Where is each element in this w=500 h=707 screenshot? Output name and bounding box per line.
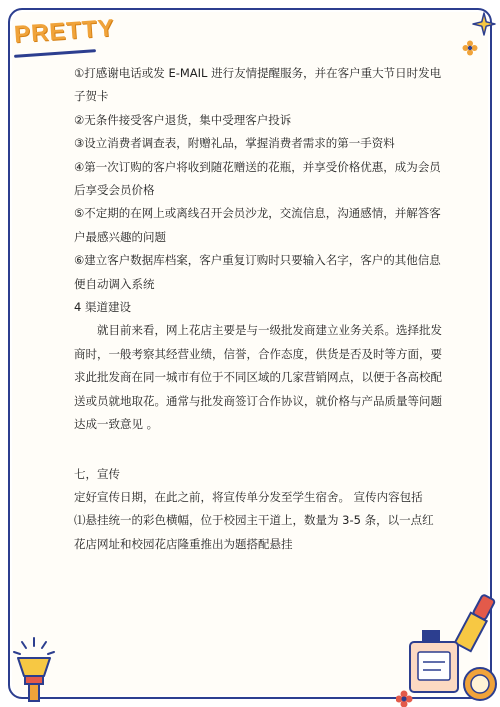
paragraph: 定好宣传日期，在此之前，将宣传单分发至学生宿舍。 宣传内容包括 [74,489,423,504]
list-item: ⑥建立客户数据库档案，客户重复订购时只要输入名字，客户的其他信息便自动调入系统 [74,253,441,291]
star-icon [472,12,496,36]
spacer [74,437,444,463]
section-heading: 4 渠道建设 [74,300,131,315]
brand-logo: PRETTY [13,14,116,49]
paragraph: 就目前来看，网上花店主要是与一级批发商建立业务关系。选择批发商时，一般考察其经营业绩，信誉，合作态度，供货是否及时等方面，要求此批发商在同一城市有位于不同区域的几家营销网点，以便于各高校配送或员就地取花。通常与批发商签订合作协议，就价格与产品质量等问题达成一致意见 。 [74,323,442,432]
list-item: ④第一次订购的客户将收到随花赠送的花瓶，并享受价格优惠，成为会员后享受会员价格 [74,159,441,198]
cosmetics-illustration [396,588,500,707]
flower-icon [462,40,478,56]
makeup-brush-icon [8,636,68,702]
list-item: ③设立消费者调查表，附赠礼品，掌握消费者需求的第一手资料 [74,136,395,151]
list-item: ②无条件接受客户退货，集中受理客户投诉 [74,112,292,127]
list-item: ⑴悬挂统一的彩色横幅，位于校园主干道上，数量为 3-5 条，以一点红花店网址和校园花店隆重推出为题搭配悬挂 [74,513,434,551]
list-item: ①打感谢电话或发 E-MAIL 进行友情提醒服务，并在客户重大节日时发电子贺卡 [74,66,442,104]
section-heading: 七，宣传 [74,466,120,481]
list-item: ⑤不定期的在网上或离线召开会员沙龙，交流信息，沟通感情，并解答客户最感兴趣的问题 [74,206,441,244]
document-body [74,62,444,556]
